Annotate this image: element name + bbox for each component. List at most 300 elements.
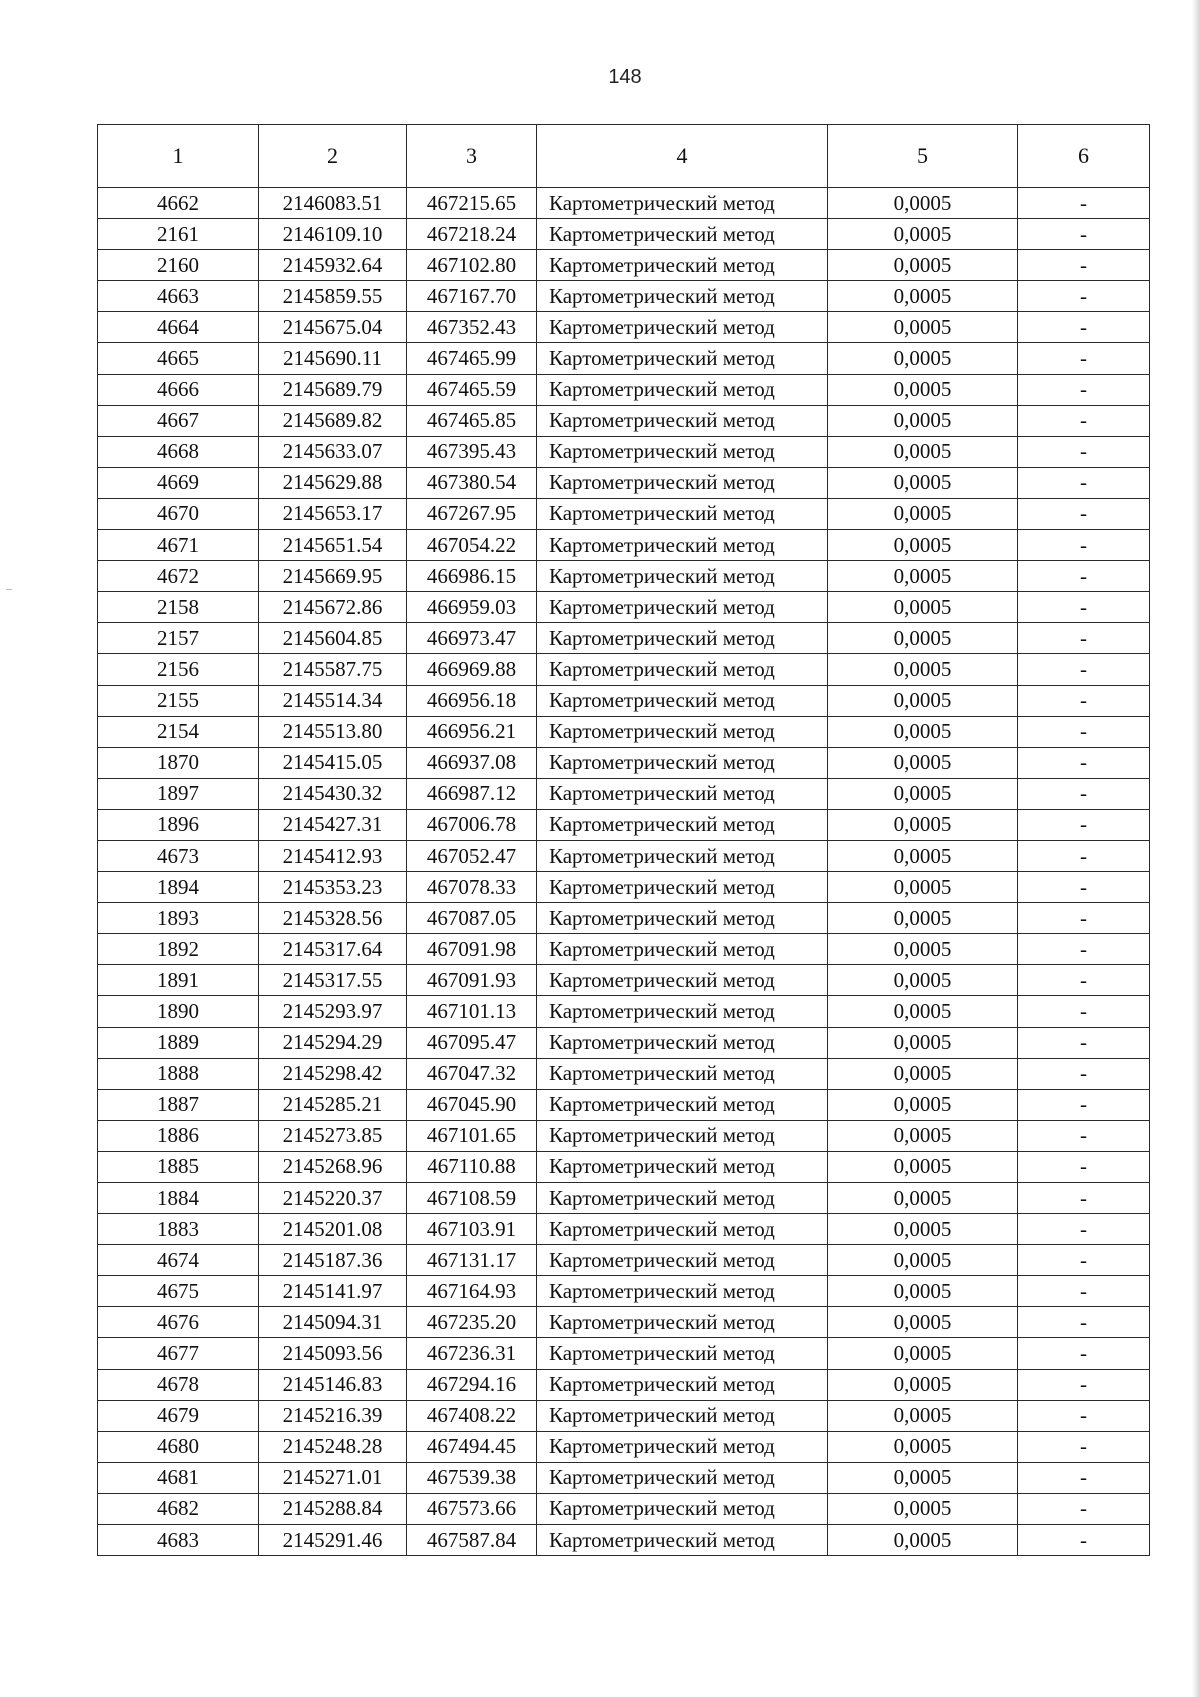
accuracy-cell: 0,0005 bbox=[828, 1245, 1018, 1276]
x-coordinate-cell: 2145328.56 bbox=[259, 903, 407, 934]
point-number-cell: 1897 bbox=[98, 778, 259, 809]
method-cell: Картометрический метод bbox=[537, 561, 828, 592]
note-cell: - bbox=[1018, 965, 1150, 996]
accuracy-cell: 0,0005 bbox=[828, 903, 1018, 934]
method-cell: Картометрический метод bbox=[537, 343, 828, 374]
point-number-cell: 4681 bbox=[98, 1462, 259, 1493]
y-coordinate-cell: 467218.24 bbox=[407, 219, 537, 250]
x-coordinate-cell: 2145291.46 bbox=[259, 1525, 407, 1556]
accuracy-cell: 0,0005 bbox=[828, 219, 1018, 250]
y-coordinate-cell: 466956.18 bbox=[407, 685, 537, 716]
point-number-cell: 4662 bbox=[98, 188, 259, 219]
y-coordinate-cell: 467267.95 bbox=[407, 498, 537, 529]
method-cell: Картометрический метод bbox=[537, 934, 828, 965]
table-row bbox=[98, 872, 1150, 903]
note-cell: - bbox=[1018, 1400, 1150, 1431]
note-cell: - bbox=[1018, 1338, 1150, 1369]
x-coordinate-cell: 2145141.97 bbox=[259, 1276, 407, 1307]
note-cell: - bbox=[1018, 592, 1150, 623]
table-row bbox=[98, 965, 1150, 996]
method-cell: Картометрический метод bbox=[537, 1369, 828, 1400]
table-row bbox=[98, 716, 1150, 747]
point-number-cell: 1890 bbox=[98, 996, 259, 1027]
x-coordinate-cell: 2145675.04 bbox=[259, 312, 407, 343]
scan-mark bbox=[6, 589, 12, 590]
note-cell: - bbox=[1018, 903, 1150, 934]
method-cell: Картометрический метод bbox=[537, 778, 828, 809]
accuracy-cell: 0,0005 bbox=[828, 1058, 1018, 1089]
accuracy-cell: 0,0005 bbox=[828, 1369, 1018, 1400]
table-row bbox=[98, 1245, 1150, 1276]
header-cell-2: 2 bbox=[259, 125, 407, 188]
y-coordinate-cell: 466959.03 bbox=[407, 592, 537, 623]
method-cell: Картометрический метод bbox=[537, 374, 828, 405]
note-cell: - bbox=[1018, 1120, 1150, 1151]
table-row bbox=[98, 219, 1150, 250]
point-number-cell: 2154 bbox=[98, 716, 259, 747]
x-coordinate-cell: 2145146.83 bbox=[259, 1369, 407, 1400]
accuracy-cell: 0,0005 bbox=[828, 436, 1018, 467]
y-coordinate-cell: 467091.98 bbox=[407, 934, 537, 965]
x-coordinate-cell: 2146109.10 bbox=[259, 219, 407, 250]
accuracy-cell: 0,0005 bbox=[828, 1089, 1018, 1120]
table-row bbox=[98, 188, 1150, 219]
accuracy-cell: 0,0005 bbox=[828, 623, 1018, 654]
method-cell: Картометрический метод bbox=[537, 530, 828, 561]
table-row bbox=[98, 747, 1150, 778]
method-cell: Картометрический метод bbox=[537, 281, 828, 312]
x-coordinate-cell: 2145629.88 bbox=[259, 467, 407, 498]
x-coordinate-cell: 2145651.54 bbox=[259, 530, 407, 561]
table-row bbox=[98, 1089, 1150, 1120]
y-coordinate-cell: 467078.33 bbox=[407, 872, 537, 903]
y-coordinate-cell: 467408.22 bbox=[407, 1400, 537, 1431]
point-number-cell: 1887 bbox=[98, 1089, 259, 1120]
note-cell: - bbox=[1018, 281, 1150, 312]
method-cell: Картометрический метод bbox=[537, 1058, 828, 1089]
table-row bbox=[98, 996, 1150, 1027]
accuracy-cell: 0,0005 bbox=[828, 1400, 1018, 1431]
accuracy-cell: 0,0005 bbox=[828, 467, 1018, 498]
x-coordinate-cell: 2145689.79 bbox=[259, 374, 407, 405]
note-cell: - bbox=[1018, 374, 1150, 405]
note-cell: - bbox=[1018, 561, 1150, 592]
accuracy-cell: 0,0005 bbox=[828, 530, 1018, 561]
x-coordinate-cell: 2145513.80 bbox=[259, 716, 407, 747]
point-number-cell: 1883 bbox=[98, 1214, 259, 1245]
point-number-cell: 4668 bbox=[98, 436, 259, 467]
y-coordinate-cell: 467102.80 bbox=[407, 250, 537, 281]
header-cell-6: 6 bbox=[1018, 125, 1150, 188]
note-cell: - bbox=[1018, 1027, 1150, 1058]
y-coordinate-cell: 467131.17 bbox=[407, 1245, 537, 1276]
accuracy-cell: 0,0005 bbox=[828, 561, 1018, 592]
point-number-cell: 4669 bbox=[98, 467, 259, 498]
accuracy-cell: 0,0005 bbox=[828, 498, 1018, 529]
point-number-cell: 4663 bbox=[98, 281, 259, 312]
method-cell: Картометрический метод bbox=[537, 436, 828, 467]
table-row bbox=[98, 1493, 1150, 1524]
x-coordinate-cell: 2145248.28 bbox=[259, 1431, 407, 1462]
x-coordinate-cell: 2145094.31 bbox=[259, 1307, 407, 1338]
accuracy-cell: 0,0005 bbox=[828, 1338, 1018, 1369]
accuracy-cell: 0,0005 bbox=[828, 374, 1018, 405]
header-cell-4: 4 bbox=[537, 125, 828, 188]
point-number-cell: 4674 bbox=[98, 1245, 259, 1276]
y-coordinate-cell: 466987.12 bbox=[407, 778, 537, 809]
table-row bbox=[98, 1058, 1150, 1089]
y-coordinate-cell: 467087.05 bbox=[407, 903, 537, 934]
accuracy-cell: 0,0005 bbox=[828, 809, 1018, 840]
note-cell: - bbox=[1018, 623, 1150, 654]
point-number-cell: 4670 bbox=[98, 498, 259, 529]
table-row bbox=[98, 467, 1150, 498]
point-number-cell: 4675 bbox=[98, 1276, 259, 1307]
point-number-cell: 4679 bbox=[98, 1400, 259, 1431]
y-coordinate-cell: 467352.43 bbox=[407, 312, 537, 343]
accuracy-cell: 0,0005 bbox=[828, 1462, 1018, 1493]
method-cell: Картометрический метод bbox=[537, 250, 828, 281]
method-cell: Картометрический метод bbox=[537, 623, 828, 654]
accuracy-cell: 0,0005 bbox=[828, 1307, 1018, 1338]
point-number-cell: 4672 bbox=[98, 561, 259, 592]
method-cell: Картометрический метод bbox=[537, 405, 828, 436]
point-number-cell: 1896 bbox=[98, 809, 259, 840]
accuracy-cell: 0,0005 bbox=[828, 934, 1018, 965]
y-coordinate-cell: 467103.91 bbox=[407, 1214, 537, 1245]
table-row bbox=[98, 809, 1150, 840]
y-coordinate-cell: 467380.54 bbox=[407, 467, 537, 498]
point-number-cell: 4666 bbox=[98, 374, 259, 405]
y-coordinate-cell: 467054.22 bbox=[407, 530, 537, 561]
y-coordinate-cell: 467294.16 bbox=[407, 1369, 537, 1400]
method-cell: Картометрический метод bbox=[537, 219, 828, 250]
note-cell: - bbox=[1018, 250, 1150, 281]
point-number-cell: 4671 bbox=[98, 530, 259, 561]
note-cell: - bbox=[1018, 1214, 1150, 1245]
y-coordinate-cell: 467465.85 bbox=[407, 405, 537, 436]
note-cell: - bbox=[1018, 405, 1150, 436]
point-number-cell: 4683 bbox=[98, 1525, 259, 1556]
note-cell: - bbox=[1018, 1276, 1150, 1307]
accuracy-cell: 0,0005 bbox=[828, 343, 1018, 374]
note-cell: - bbox=[1018, 1151, 1150, 1182]
accuracy-cell: 0,0005 bbox=[828, 872, 1018, 903]
table-header bbox=[98, 125, 1150, 188]
table-row bbox=[98, 1214, 1150, 1245]
x-coordinate-cell: 2145427.31 bbox=[259, 809, 407, 840]
y-coordinate-cell: 467465.59 bbox=[407, 374, 537, 405]
accuracy-cell: 0,0005 bbox=[828, 840, 1018, 871]
note-cell: - bbox=[1018, 1431, 1150, 1462]
method-cell: Картометрический метод bbox=[537, 498, 828, 529]
y-coordinate-cell: 467494.45 bbox=[407, 1431, 537, 1462]
method-cell: Картометрический метод bbox=[537, 1276, 828, 1307]
method-cell: Картометрический метод bbox=[537, 1089, 828, 1120]
point-number-cell: 2156 bbox=[98, 654, 259, 685]
y-coordinate-cell: 467235.20 bbox=[407, 1307, 537, 1338]
point-number-cell: 1893 bbox=[98, 903, 259, 934]
accuracy-cell: 0,0005 bbox=[828, 1151, 1018, 1182]
point-number-cell: 1885 bbox=[98, 1151, 259, 1182]
table-row bbox=[98, 1369, 1150, 1400]
note-cell: - bbox=[1018, 1058, 1150, 1089]
x-coordinate-cell: 2145412.93 bbox=[259, 840, 407, 871]
point-number-cell: 2161 bbox=[98, 219, 259, 250]
y-coordinate-cell: 466973.47 bbox=[407, 623, 537, 654]
method-cell: Картометрический метод bbox=[537, 654, 828, 685]
table-row bbox=[98, 561, 1150, 592]
point-number-cell: 2155 bbox=[98, 685, 259, 716]
x-coordinate-cell: 2145187.36 bbox=[259, 1245, 407, 1276]
y-coordinate-cell: 467215.65 bbox=[407, 188, 537, 219]
point-number-cell: 1886 bbox=[98, 1120, 259, 1151]
x-coordinate-cell: 2145672.86 bbox=[259, 592, 407, 623]
x-coordinate-cell: 2145690.11 bbox=[259, 343, 407, 374]
x-coordinate-cell: 2146083.51 bbox=[259, 188, 407, 219]
point-number-cell: 2160 bbox=[98, 250, 259, 281]
table-row bbox=[98, 840, 1150, 871]
table-row bbox=[98, 1276, 1150, 1307]
method-cell: Картометрический метод bbox=[537, 1400, 828, 1431]
point-number-cell: 4664 bbox=[98, 312, 259, 343]
table-row bbox=[98, 498, 1150, 529]
y-coordinate-cell: 466937.08 bbox=[407, 747, 537, 778]
note-cell: - bbox=[1018, 809, 1150, 840]
point-number-cell: 4676 bbox=[98, 1307, 259, 1338]
x-coordinate-cell: 2145587.75 bbox=[259, 654, 407, 685]
x-coordinate-cell: 2145285.21 bbox=[259, 1089, 407, 1120]
x-coordinate-cell: 2145093.56 bbox=[259, 1338, 407, 1369]
y-coordinate-cell: 467101.65 bbox=[407, 1120, 537, 1151]
x-coordinate-cell: 2145415.05 bbox=[259, 747, 407, 778]
header-cell-5: 5 bbox=[828, 125, 1018, 188]
method-cell: Картометрический метод bbox=[537, 872, 828, 903]
point-number-cell: 4678 bbox=[98, 1369, 259, 1400]
table-row bbox=[98, 312, 1150, 343]
note-cell: - bbox=[1018, 498, 1150, 529]
table-row bbox=[98, 592, 1150, 623]
accuracy-cell: 0,0005 bbox=[828, 188, 1018, 219]
method-cell: Картометрический метод bbox=[537, 685, 828, 716]
note-cell: - bbox=[1018, 1462, 1150, 1493]
note-cell: - bbox=[1018, 778, 1150, 809]
y-coordinate-cell: 467095.47 bbox=[407, 1027, 537, 1058]
note-cell: - bbox=[1018, 996, 1150, 1027]
y-coordinate-cell: 466956.21 bbox=[407, 716, 537, 747]
y-coordinate-cell: 467101.13 bbox=[407, 996, 537, 1027]
note-cell: - bbox=[1018, 188, 1150, 219]
note-cell: - bbox=[1018, 1183, 1150, 1214]
note-cell: - bbox=[1018, 219, 1150, 250]
x-coordinate-cell: 2145430.32 bbox=[259, 778, 407, 809]
table-row bbox=[98, 1525, 1150, 1556]
accuracy-cell: 0,0005 bbox=[828, 405, 1018, 436]
x-coordinate-cell: 2145273.85 bbox=[259, 1120, 407, 1151]
x-coordinate-cell: 2145271.01 bbox=[259, 1462, 407, 1493]
table-body bbox=[98, 188, 1150, 1556]
note-cell: - bbox=[1018, 1493, 1150, 1524]
method-cell: Картометрический метод bbox=[537, 747, 828, 778]
y-coordinate-cell: 467395.43 bbox=[407, 436, 537, 467]
table-row bbox=[98, 654, 1150, 685]
y-coordinate-cell: 467108.59 bbox=[407, 1183, 537, 1214]
point-number-cell: 1894 bbox=[98, 872, 259, 903]
y-coordinate-cell: 467573.66 bbox=[407, 1493, 537, 1524]
y-coordinate-cell: 467091.93 bbox=[407, 965, 537, 996]
x-coordinate-cell: 2145932.64 bbox=[259, 250, 407, 281]
point-number-cell: 2158 bbox=[98, 592, 259, 623]
y-coordinate-cell: 467047.32 bbox=[407, 1058, 537, 1089]
method-cell: Картометрический метод bbox=[537, 1151, 828, 1182]
accuracy-cell: 0,0005 bbox=[828, 716, 1018, 747]
accuracy-cell: 0,0005 bbox=[828, 281, 1018, 312]
y-coordinate-cell: 467587.84 bbox=[407, 1525, 537, 1556]
accuracy-cell: 0,0005 bbox=[828, 996, 1018, 1027]
point-number-cell: 1888 bbox=[98, 1058, 259, 1089]
y-coordinate-cell: 467465.99 bbox=[407, 343, 537, 374]
note-cell: - bbox=[1018, 1089, 1150, 1120]
x-coordinate-cell: 2145293.97 bbox=[259, 996, 407, 1027]
x-coordinate-cell: 2145220.37 bbox=[259, 1183, 407, 1214]
x-coordinate-cell: 2145633.07 bbox=[259, 436, 407, 467]
note-cell: - bbox=[1018, 934, 1150, 965]
note-cell: - bbox=[1018, 1525, 1150, 1556]
table-row bbox=[98, 1183, 1150, 1214]
y-coordinate-cell: 466969.88 bbox=[407, 654, 537, 685]
x-coordinate-cell: 2145317.55 bbox=[259, 965, 407, 996]
table-row bbox=[98, 1338, 1150, 1369]
note-cell: - bbox=[1018, 872, 1150, 903]
x-coordinate-cell: 2145653.17 bbox=[259, 498, 407, 529]
point-number-cell: 4677 bbox=[98, 1338, 259, 1369]
table-row bbox=[98, 343, 1150, 374]
point-number-cell: 4682 bbox=[98, 1493, 259, 1524]
note-cell: - bbox=[1018, 530, 1150, 561]
y-coordinate-cell: 466986.15 bbox=[407, 561, 537, 592]
header-cell-1: 1 bbox=[98, 125, 259, 188]
method-cell: Картометрический метод bbox=[537, 965, 828, 996]
accuracy-cell: 0,0005 bbox=[828, 1027, 1018, 1058]
method-cell: Картометрический метод bbox=[537, 1462, 828, 1493]
point-number-cell: 2157 bbox=[98, 623, 259, 654]
table-row bbox=[98, 281, 1150, 312]
x-coordinate-cell: 2145514.34 bbox=[259, 685, 407, 716]
table-row bbox=[98, 1151, 1150, 1182]
x-coordinate-cell: 2145689.82 bbox=[259, 405, 407, 436]
method-cell: Картометрический метод bbox=[537, 1338, 828, 1369]
point-number-cell: 4665 bbox=[98, 343, 259, 374]
accuracy-cell: 0,0005 bbox=[828, 1214, 1018, 1245]
method-cell: Картометрический метод bbox=[537, 1431, 828, 1462]
accuracy-cell: 0,0005 bbox=[828, 1493, 1018, 1524]
note-cell: - bbox=[1018, 654, 1150, 685]
scan-edge bbox=[1192, 0, 1200, 1697]
method-cell: Картометрический метод bbox=[537, 903, 828, 934]
table-row bbox=[98, 623, 1150, 654]
x-coordinate-cell: 2145669.95 bbox=[259, 561, 407, 592]
method-cell: Картометрический метод bbox=[537, 188, 828, 219]
method-cell: Картометрический метод bbox=[537, 592, 828, 623]
table-row bbox=[98, 1027, 1150, 1058]
method-cell: Картометрический метод bbox=[537, 1307, 828, 1338]
x-coordinate-cell: 2145859.55 bbox=[259, 281, 407, 312]
note-cell: - bbox=[1018, 685, 1150, 716]
y-coordinate-cell: 467167.70 bbox=[407, 281, 537, 312]
method-cell: Картометрический метод bbox=[537, 1214, 828, 1245]
x-coordinate-cell: 2145317.64 bbox=[259, 934, 407, 965]
table-row bbox=[98, 1120, 1150, 1151]
x-coordinate-cell: 2145288.84 bbox=[259, 1493, 407, 1524]
method-cell: Картометрический метод bbox=[537, 840, 828, 871]
accuracy-cell: 0,0005 bbox=[828, 312, 1018, 343]
method-cell: Картометрический метод bbox=[537, 716, 828, 747]
y-coordinate-cell: 467164.93 bbox=[407, 1276, 537, 1307]
point-number-cell: 1870 bbox=[98, 747, 259, 778]
note-cell: - bbox=[1018, 436, 1150, 467]
note-cell: - bbox=[1018, 1307, 1150, 1338]
page-number: 148 bbox=[608, 66, 642, 88]
table-row bbox=[98, 903, 1150, 934]
table-row bbox=[98, 685, 1150, 716]
header-row bbox=[98, 125, 1150, 188]
accuracy-cell: 0,0005 bbox=[828, 1525, 1018, 1556]
x-coordinate-cell: 2145268.96 bbox=[259, 1151, 407, 1182]
x-coordinate-cell: 2145298.42 bbox=[259, 1058, 407, 1089]
note-cell: - bbox=[1018, 312, 1150, 343]
table-row bbox=[98, 436, 1150, 467]
y-coordinate-cell: 467052.47 bbox=[407, 840, 537, 871]
note-cell: - bbox=[1018, 716, 1150, 747]
accuracy-cell: 0,0005 bbox=[828, 965, 1018, 996]
accuracy-cell: 0,0005 bbox=[828, 592, 1018, 623]
note-cell: - bbox=[1018, 467, 1150, 498]
y-coordinate-cell: 467236.31 bbox=[407, 1338, 537, 1369]
table-row bbox=[98, 530, 1150, 561]
method-cell: Картометрический метод bbox=[537, 809, 828, 840]
method-cell: Картометрический метод bbox=[537, 1245, 828, 1276]
table-row bbox=[98, 250, 1150, 281]
point-number-cell: 4667 bbox=[98, 405, 259, 436]
x-coordinate-cell: 2145216.39 bbox=[259, 1400, 407, 1431]
method-cell: Картометрический метод bbox=[537, 1027, 828, 1058]
table-row bbox=[98, 934, 1150, 965]
point-number-cell: 1892 bbox=[98, 934, 259, 965]
method-cell: Картометрический метод bbox=[537, 1183, 828, 1214]
method-cell: Картометрический метод bbox=[537, 312, 828, 343]
coordinates-table bbox=[97, 124, 1150, 1556]
method-cell: Картометрический метод bbox=[537, 467, 828, 498]
note-cell: - bbox=[1018, 1369, 1150, 1400]
accuracy-cell: 0,0005 bbox=[828, 654, 1018, 685]
point-number-cell: 1891 bbox=[98, 965, 259, 996]
header-cell-3: 3 bbox=[407, 125, 537, 188]
accuracy-cell: 0,0005 bbox=[828, 778, 1018, 809]
accuracy-cell: 0,0005 bbox=[828, 1183, 1018, 1214]
method-cell: Картометрический метод bbox=[537, 1120, 828, 1151]
accuracy-cell: 0,0005 bbox=[828, 685, 1018, 716]
x-coordinate-cell: 2145604.85 bbox=[259, 623, 407, 654]
x-coordinate-cell: 2145201.08 bbox=[259, 1214, 407, 1245]
table-row bbox=[98, 778, 1150, 809]
note-cell: - bbox=[1018, 343, 1150, 374]
method-cell: Картометрический метод bbox=[537, 1493, 828, 1524]
y-coordinate-cell: 467045.90 bbox=[407, 1089, 537, 1120]
accuracy-cell: 0,0005 bbox=[828, 747, 1018, 778]
accuracy-cell: 0,0005 bbox=[828, 1120, 1018, 1151]
accuracy-cell: 0,0005 bbox=[828, 250, 1018, 281]
y-coordinate-cell: 467539.38 bbox=[407, 1462, 537, 1493]
